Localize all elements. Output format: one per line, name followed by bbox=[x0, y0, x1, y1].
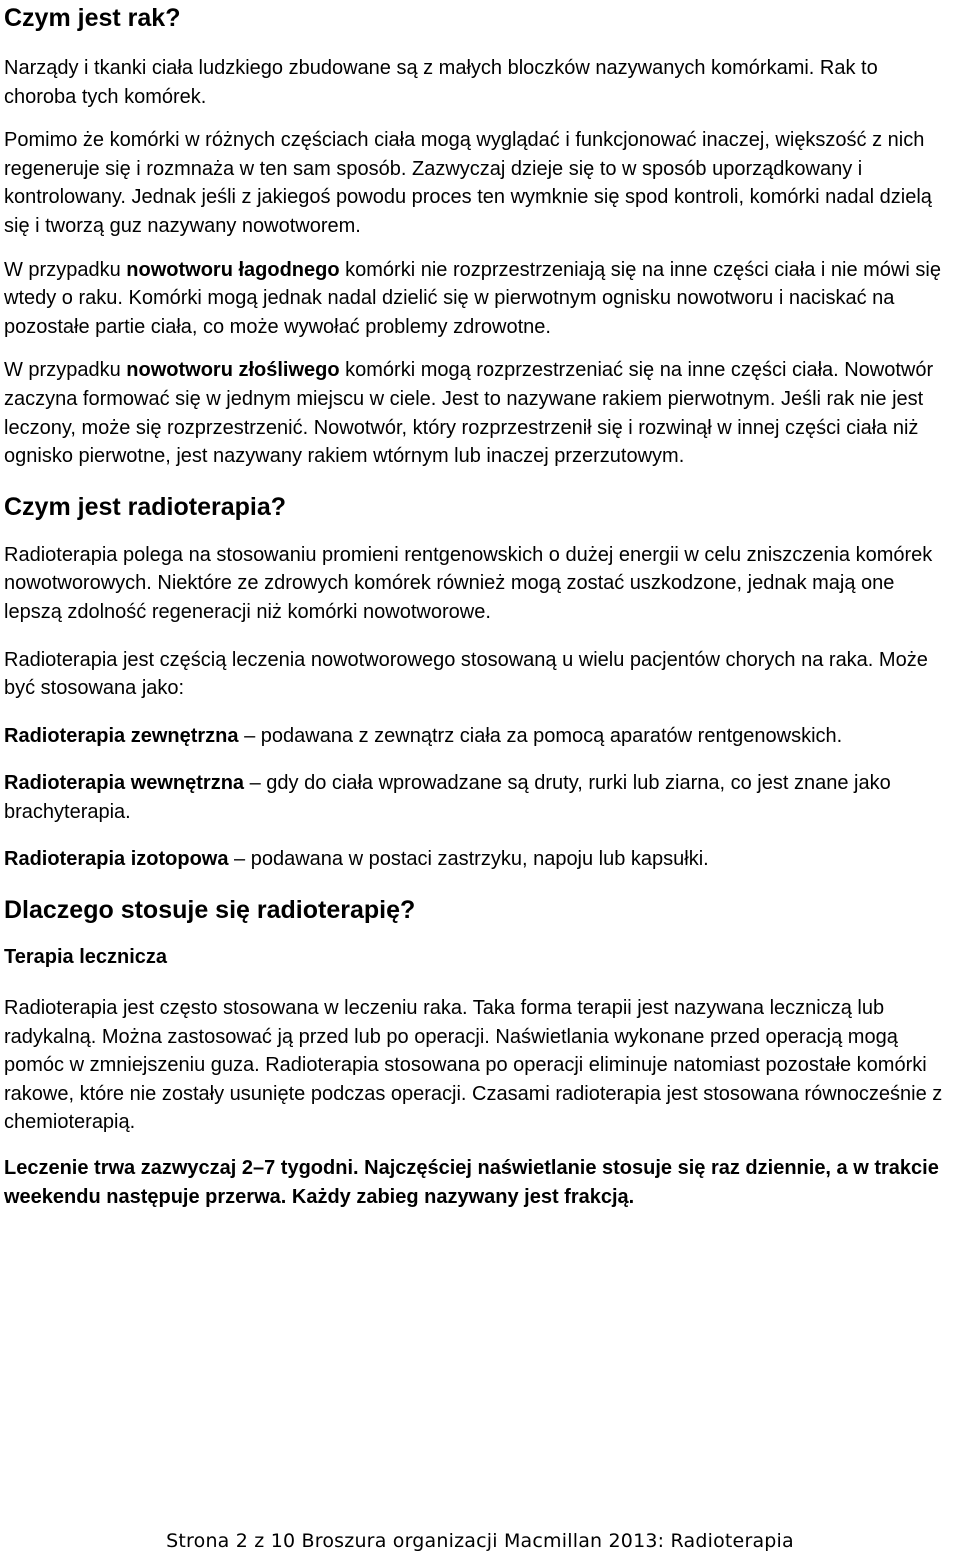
heading-why-radiotherapy: Dlaczego stosuje się radioterapię? bbox=[4, 896, 416, 925]
heading-what-is-radiotherapy: Czym jest radioterapia? bbox=[4, 492, 287, 521]
document-page bbox=[4, 0, 954, 1226]
term-benign: nowotworu łagodnego bbox=[126, 258, 340, 281]
paragraph-radiotherapy-use: Radioterapia jest częścią leczenia nowotworowego stosowaną u wielu pacjentów chorych na raka. Może być stosowana jako: bbox=[4, 648, 928, 700]
paragraph-treatment-duration: Leczenie trwa zazwyczaj 2–7 tygodni. Najczęściej naświetlanie stosuje się raz dziennie, a w trakcie weekendu następuje przerwa. Każdy zabieg nazywany jest frakcją. bbox=[4, 1157, 939, 1208]
page-footer: Strona 2 z 10 Broszura organizacji Macmillan 2013: Radioterapia bbox=[166, 1530, 794, 1552]
term-malignant: nowotworu złośliwego bbox=[126, 359, 340, 382]
paragraph-isotope: Radioterapia izotopowa – podawana w postaci zastrzyku, napoju lub kapsułki. bbox=[4, 848, 709, 871]
paragraph-organs: Narządy i tkanki ciała ludzkiego zbudowane są z małych bloczków nazywanych komórkami. Rak to choroba tych komórek. bbox=[4, 57, 878, 108]
term-isotope: Radioterapia izotopowa bbox=[4, 848, 229, 871]
term-external: Radioterapia zewnętrzna bbox=[4, 724, 239, 747]
paragraph-internal: Radioterapia wewnętrzna – gdy do ciała wprowadzane są druty, rurki lub ziarna, co jest znane jako brachyterapia. bbox=[4, 772, 891, 823]
paragraph-radiotherapy-definition: Radioterapia polega na stosowaniu promieni rentgenowskich o dużej energii w celu zniszczenia komórek nowotworowych. Niektóre ze zdrowych komórek również mogą zostać uszkodzone, jednak mają one lepszą zdolność regeneracji niż komórki nowotworowe. bbox=[4, 543, 933, 623]
paragraph-curative: Radioterapia jest często stosowana w leczeniu raka. Taka forma terapii jest nazywana leczniczą lub radykalną. Można zastosować ją przed lub po operacji. Naświetlania wykonane przed operacją mogą pomóc w zmniejszeniu guza. Radioterapia stosowana po operacji eliminuje natomiast pozostałe komórki rakowe, które nie zostały usunięte podczas operacji. Czasami radioterapia jest stosowana równocześnie z chemioterapią. bbox=[4, 997, 943, 1134]
paragraph-malignant: W przypadku nowotworu złośliwego komórki mogą rozprzestrzeniać się na inne części ciała. Nowotwór zaczyna formować się w jednym miejscu w ciele. Jest to nazywane rakiem pierwotnym. Jeśli rak nie jest leczony, może się rozprzestrzenić. Nowotwór, który rozprzestrzenił się i rozwinął w innej części ciała niż ognisko pierwotne, jest nazywany rakiem wtórnym lub inaczej przerzutowym. bbox=[4, 359, 934, 468]
paragraph-benign: W przypadku nowotworu łagodnego komórki nie rozprzestrzeniają się na inne części ciała i nie mówi się wtedy o raku. Komórki mogą jednak nadal dzielić się w pierwotnym ognisku nowotworu i naciskać na pozostałe partie ciała, co może wywołać problemy zdrowotne. bbox=[4, 258, 941, 338]
heading-curative-therapy: Terapia lecznicza bbox=[4, 946, 168, 969]
paragraph-cells: Pomimo że komórki w różnych częściach ciała mogą wyglądać i funkcjonować inaczej, większość z nich regeneruje się i rozmnaża w ten sam sposób. Zazwyczaj dzieje się to w sposób uporządkowany i kontrolowany. Jednak jeśli z jakiegoś powodu proces ten wymknie się spod kontroli, komórki nadal dzielą się i tworzą guz nazywany nowotworem. bbox=[4, 129, 932, 237]
paragraph-external: Radioterapia zewnętrzna – podawana z zewnątrz ciała za pomocą aparatów rentgenowskich. bbox=[4, 724, 843, 747]
heading-what-is-cancer: Czym jest rak? bbox=[4, 4, 181, 32]
term-internal: Radioterapia wewnętrzna bbox=[4, 772, 245, 795]
